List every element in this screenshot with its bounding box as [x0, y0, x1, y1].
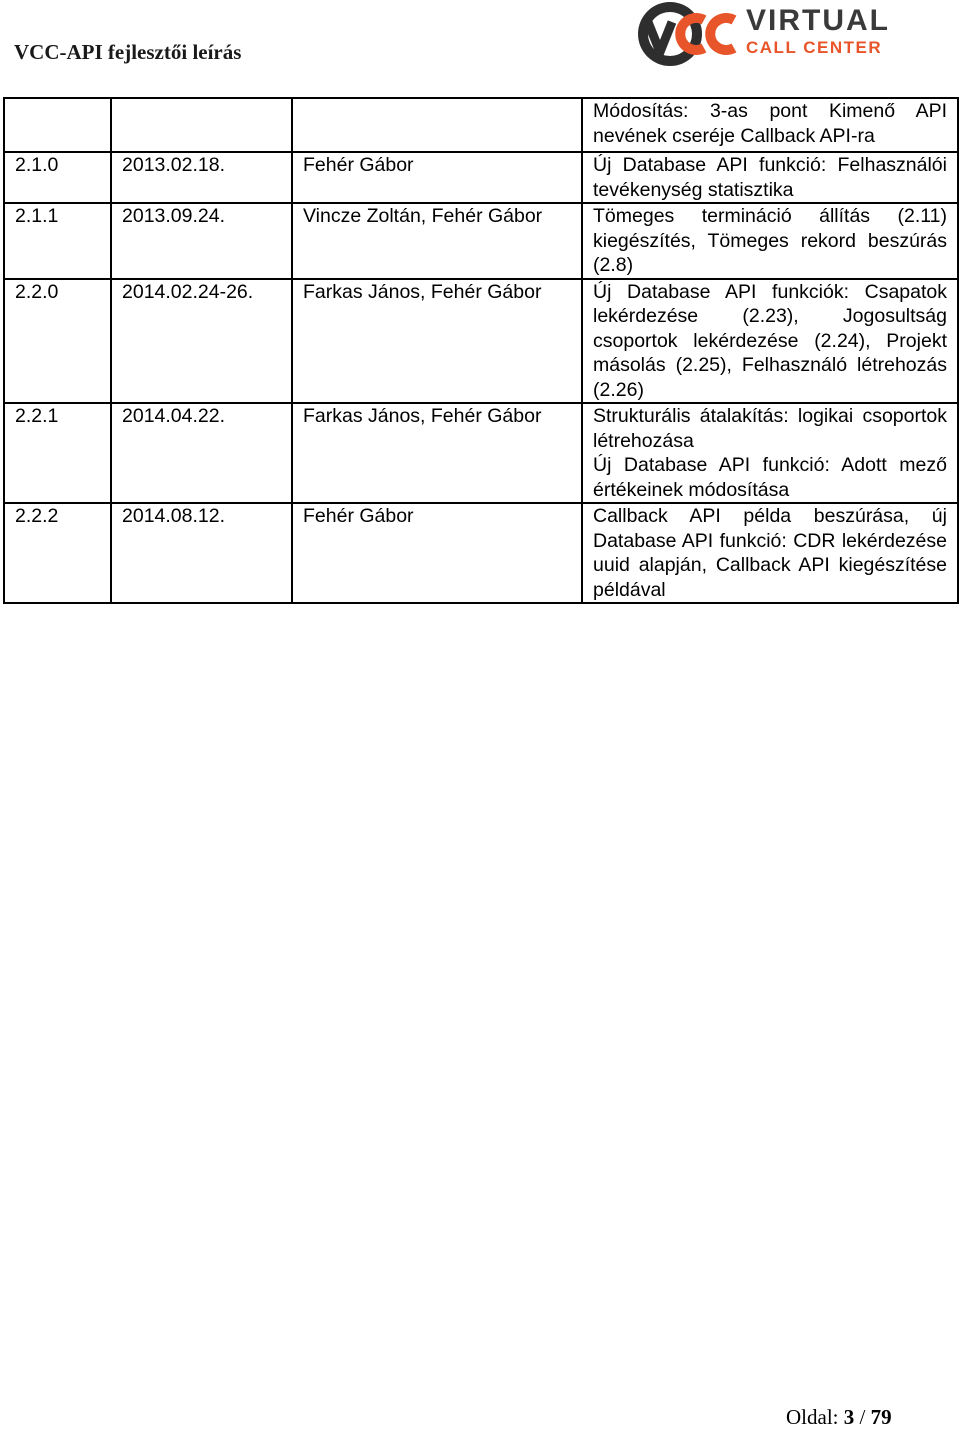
virtual-call-center-logo	[630, 0, 910, 72]
table-row	[4, 403, 958, 503]
version-cell	[4, 98, 111, 152]
description-cell: Callback API példa beszúrása, új Database API funkció: CDR lekérdezése uuid alapján, Callback API kiegészítése példával	[582, 503, 958, 603]
description-cell: Tömeges termináció állítás (2.11) kiegészítés, Tömeges rekord beszúrás (2.8)	[582, 203, 958, 279]
table-row	[4, 98, 958, 152]
author-cell: Farkas János, Fehér Gábor	[292, 403, 582, 503]
date-cell	[111, 98, 292, 152]
page-separator: /	[859, 1405, 866, 1429]
author-cell: Fehér Gábor	[292, 152, 582, 203]
date-cell: 2014.02.24-26.	[111, 279, 292, 404]
version-cell: 2.2.0	[4, 279, 111, 404]
current-page: 3	[843, 1405, 855, 1429]
author-cell: Farkas János, Fehér Gábor	[292, 279, 582, 404]
page-label: Oldal:	[786, 1405, 839, 1429]
description-cell: Módosítás: 3-as pont Kimenő API nevének cseréje Callback API-ra	[582, 98, 958, 152]
date-cell: 2013.02.18.	[111, 152, 292, 203]
description-paragraph: Új Database API funkció: Adott mező értékeinek módosítása	[593, 454, 947, 501]
author-cell	[292, 98, 582, 152]
table-row	[4, 203, 958, 279]
vcc-logo-mark-icon	[630, 0, 746, 72]
description-cell: Új Database API funkció: Felhasználói tevékenység statisztika	[582, 152, 958, 203]
table-row	[4, 503, 958, 603]
date-cell: 2014.08.12.	[111, 503, 292, 603]
document-title: VCC-API fejlesztői leírás	[14, 40, 242, 64]
table-row	[4, 279, 958, 404]
version-cell: 2.2.2	[4, 503, 111, 603]
total-pages: 79	[870, 1405, 892, 1429]
version-cell: 2.2.1	[4, 403, 111, 503]
page-number	[786, 1405, 892, 1430]
date-cell: 2014.04.22.	[111, 403, 292, 503]
version-cell: 2.1.1	[4, 203, 111, 279]
logo-text-call-center: CALL CENTER	[746, 38, 883, 57]
version-cell: 2.1.0	[4, 152, 111, 203]
author-cell: Fehér Gábor	[292, 503, 582, 603]
version-history-table	[3, 97, 959, 604]
table-row	[4, 152, 958, 203]
description-cell	[582, 403, 958, 503]
author-cell: Vincze Zoltán, Fehér Gábor	[292, 203, 582, 279]
description-cell: Új Database API funkciók: Csapatok lekérdezése (2.23), Jogosultság csoportok lekérdezése (2.24), Projekt másolás (2.25), Felhasználó létrehozás (2.26)	[582, 279, 958, 404]
date-cell: 2013.09.24.	[111, 203, 292, 279]
logo-text-virtual: VIRTUAL	[746, 4, 890, 37]
description-paragraph: Strukturális átalakítás: logikai csoportok létrehozása	[593, 405, 947, 452]
